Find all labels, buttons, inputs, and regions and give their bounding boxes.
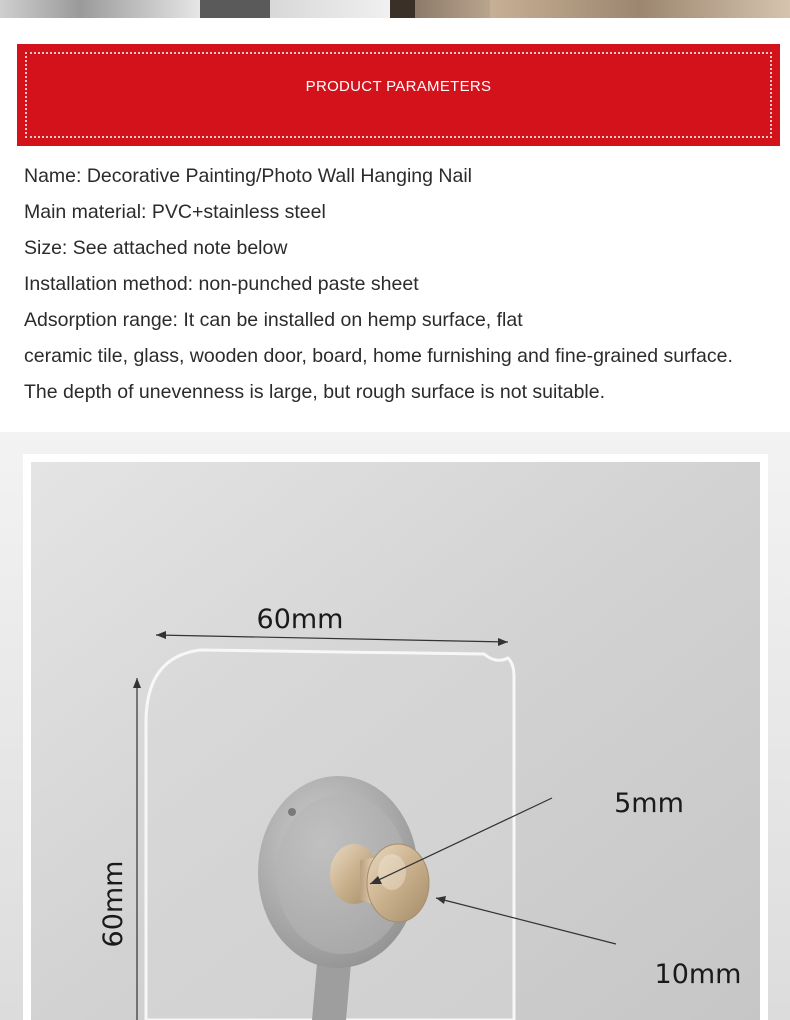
banner-dotted-frame	[25, 52, 772, 138]
parameter-list	[24, 158, 790, 410]
param-adsorption: Adsorption range: It can be installed on hemp surface, flat	[24, 309, 523, 331]
param-adsorption-continued: ceramic tile, glass, wooden door, board, home furnishing and fine-grained surface.	[24, 345, 733, 367]
disc-screw-hole	[288, 808, 296, 816]
width-label: 60mm	[256, 604, 344, 635]
cap-diameter-label: 10mm	[654, 959, 742, 990]
knob-cap-highlight	[378, 854, 406, 890]
param-unevenness-note: The depth of unevenness is large, but rough surface is not suitable.	[24, 381, 606, 403]
product-dimension-image	[0, 432, 790, 1020]
param-material: Main material: PVC+stainless steel	[24, 201, 326, 223]
knob-diameter-label: 5mm	[614, 788, 684, 819]
param-name: Name: Decorative Painting/Photo Wall Hanging Nail	[24, 165, 472, 187]
parameters-banner	[17, 44, 780, 146]
height-label: 60mm	[98, 860, 129, 948]
top-photo-strip	[0, 0, 790, 18]
param-size: Size: See attached note below	[24, 237, 288, 259]
param-installation: Installation method: non-punched paste sheet	[24, 273, 419, 295]
banner-title: PRODUCT PARAMETERS	[305, 78, 492, 95]
